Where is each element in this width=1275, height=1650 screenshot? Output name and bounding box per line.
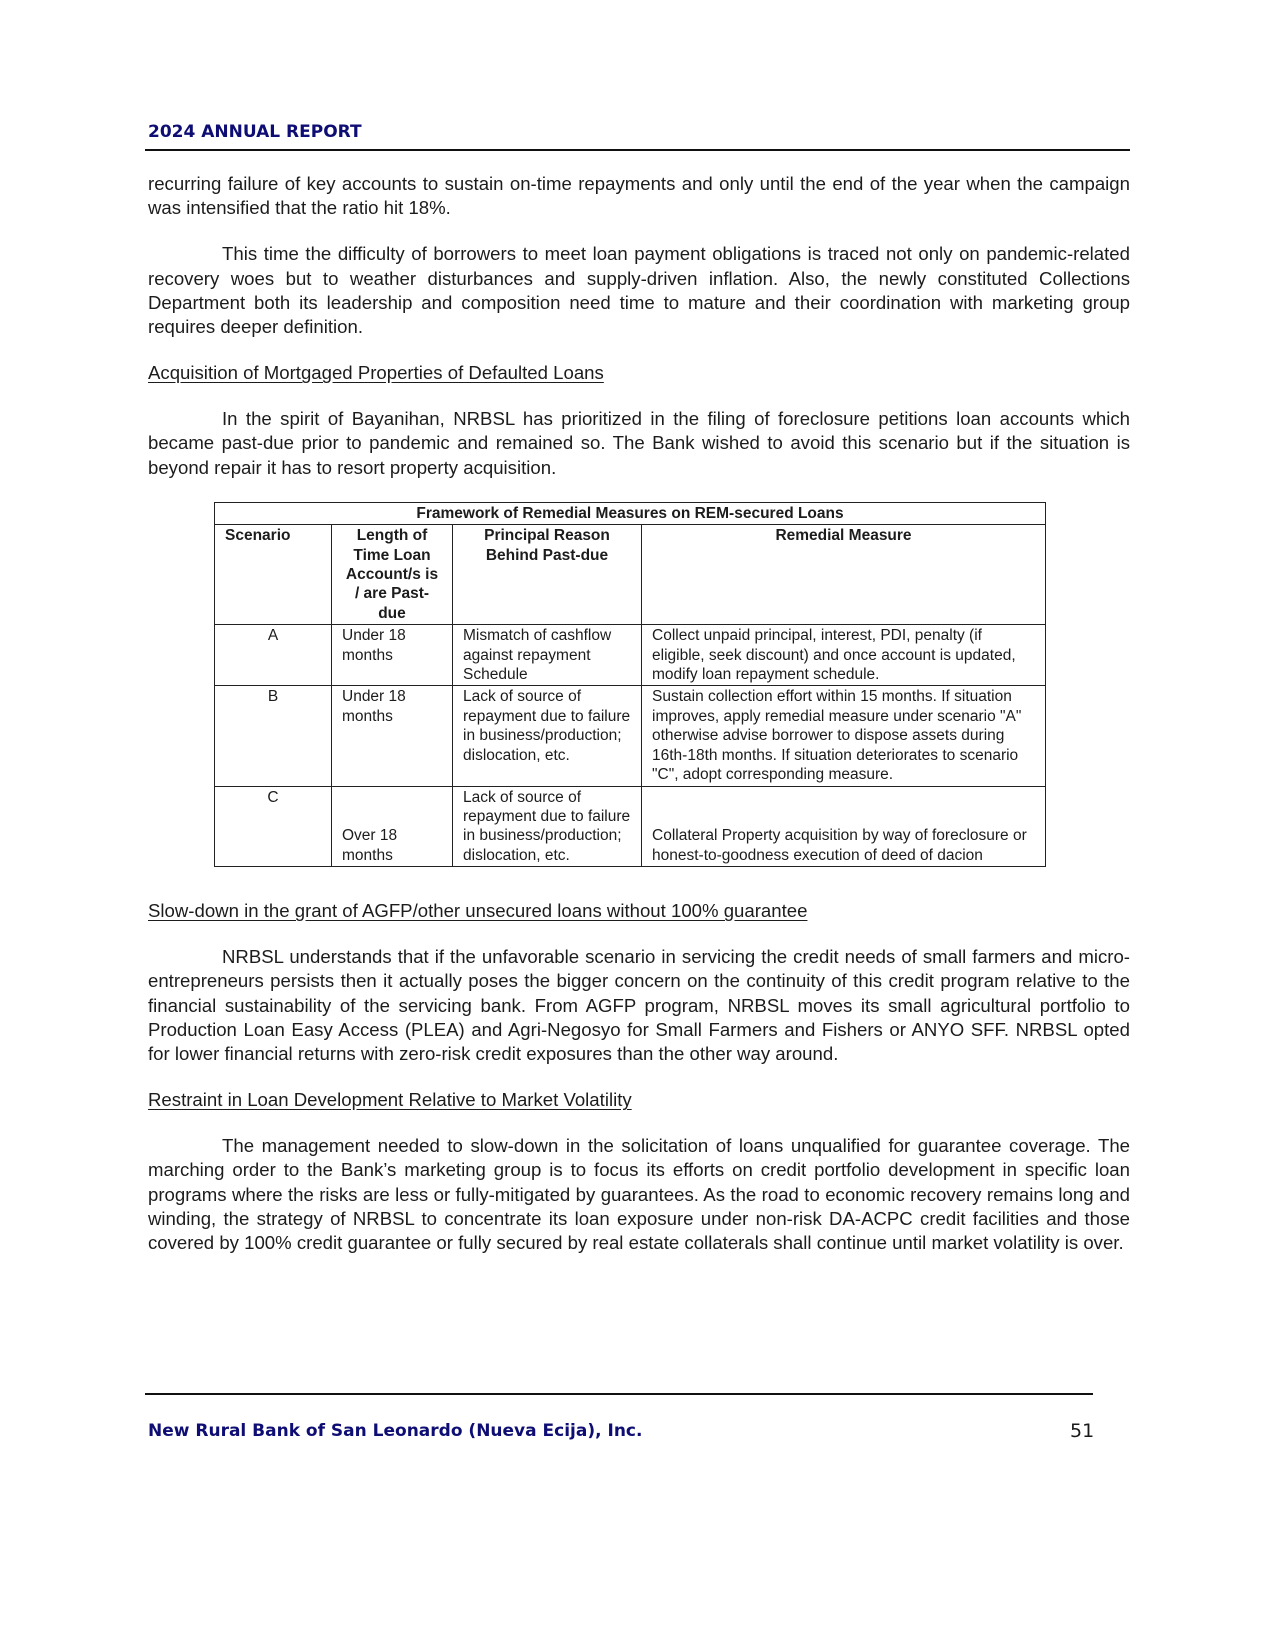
- paragraph-acquisition: In the spirit of Bayanihan, NRBSL has prioritized in the filing of foreclosure petitions loan accounts which became past-due prior to pandemic and remained so. The Bank wished to avoid this scenario but if the situation is beyond repair it has to resort property acquisition.: [148, 408, 1130, 478]
- header-divider: [145, 149, 1130, 151]
- scenario-cell: B: [215, 686, 332, 786]
- measure-cell: Sustain collection effort within 15 months. If situation improves, apply remedial measure under scenario "A" otherwise advise borrower to dispose assets during 16th-18th months. If situation deteriorates to scenario "C", adopt corresponding measure.: [642, 686, 1046, 786]
- reason-cell: Lack of source of repayment due to failure in business/production; dislocation, etc.: [453, 686, 642, 786]
- page-body: [148, 172, 1130, 1277]
- table-header-row: [215, 525, 1046, 625]
- remedial-measures-table: [214, 502, 1046, 867]
- column-header-scenario: Scenario: [215, 525, 332, 625]
- table-row: [215, 625, 1046, 686]
- section-heading-restraint: Restraint in Loan Development Relative to Market Volatility: [148, 1089, 632, 1111]
- paragraph-restraint: The management needed to slow-down in the solicitation of loans unqualified for guarantee coverage. The marching order to the Bank’s marketing group is to focus its efforts on credit portfolio development in specific loan programs where the risks are less or fully-mitigated by guarantees. As the road to economic recovery remains long and winding, the strategy of NRBSL to concentrate its loan exposure under non-risk DA-ACPC credit facilities and those covered by 100% credit guarantee or fully secured by real estate collaterals shall continue until market volatility is over.: [148, 1135, 1130, 1253]
- section-heading-slowdown: Slow-down in the grant of AGFP/other unsecured loans without 100% guarantee: [148, 900, 808, 922]
- measure-cell: Collateral Property acquisition by way of foreclosure or honest-to-goodness execution of deed of dacion: [642, 786, 1046, 867]
- length-cell: Under 18 months: [332, 686, 453, 786]
- footer-divider: [145, 1393, 1093, 1395]
- scenario-cell: C: [215, 786, 332, 867]
- section-heading-acquisition: Acquisition of Mortgaged Properties of Defaulted Loans: [148, 362, 604, 384]
- column-header-reason: Principal Reason Behind Past-due: [453, 525, 642, 625]
- footer-bank-name: New Rural Bank of San Leonardo (Nueva Ecija), Inc.: [148, 1421, 643, 1441]
- length-cell: Over 18 months: [332, 786, 453, 867]
- scenario-cell: A: [215, 625, 332, 686]
- paragraph-continued: recurring failure of key accounts to sustain on-time repayments and only until the end of the year when the campaign was intensified that the ratio hit 18%.: [148, 173, 1130, 219]
- paragraph-borrower-difficulty: This time the difficulty of borrowers to meet loan payment obligations is traced not only on pandemic-related recovery woes but to weather disturbances and supply-driven inflation. Also, the newly constituted Collections Department both its leadership and composition need time to mature and their coordination with marketing group requires deeper definition.: [148, 243, 1130, 338]
- column-header-length: Length of Time Loan Account/s is / are Past-due: [332, 525, 453, 625]
- length-cell: Under 18 months: [332, 625, 453, 686]
- table-row: [215, 686, 1046, 786]
- reason-cell: Lack of source of repayment due to failure in business/production; dislocation, etc.: [453, 786, 642, 867]
- spacer: [148, 867, 1130, 899]
- measure-cell: Collect unpaid principal, interest, PDI, penalty (if eligible, seek discount) and once account is updated, modify loan repayment schedule.: [642, 625, 1046, 686]
- table-row: [215, 786, 1046, 867]
- page-number: 51: [1070, 1420, 1095, 1442]
- column-header-measure: Remedial Measure: [642, 525, 1046, 625]
- reason-cell: Mismatch of cashflow against repayment Schedule: [453, 625, 642, 686]
- report-header-title: 2024 ANNUAL REPORT: [148, 122, 362, 142]
- table-title: Framework of Remedial Measures on REM-secured Loans: [215, 502, 1046, 524]
- paragraph-slowdown: NRBSL understands that if the unfavorable scenario in servicing the credit needs of small farmers and micro-entrepreneurs persists then it actually poses the bigger concern on the continuity of this credit program relative to the financial sustainability of the servicing bank. From AGFP program, NRBSL moves its small agricultural portfolio to Production Loan Easy Access (PLEA) and Agri-Negosyo for Small Farmers and Fishers or ANYO SFF. NRBSL opted for lower financial returns with zero-risk credit exposures than the other way around.: [148, 946, 1130, 1064]
